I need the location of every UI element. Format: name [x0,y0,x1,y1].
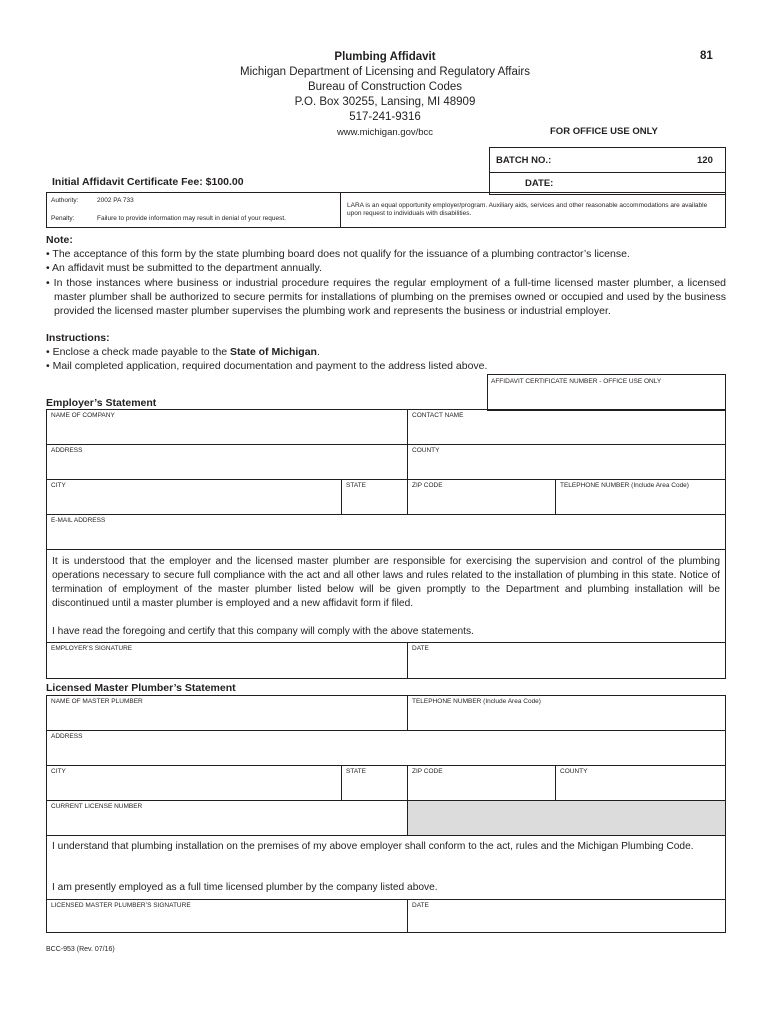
note-item: • The acceptance of this form by the state plumbing board does not qualify for the issuance of a plumbing contractor’s license. [46,248,630,260]
employer-date-input[interactable] [411,656,726,678]
note-heading: Note: [46,234,73,246]
fee-label: Initial Affidavit Certificate Fee: $100.00 [52,176,244,188]
employer-county-input[interactable] [411,458,726,478]
office-use-divider [489,172,726,173]
row-divider [46,444,726,445]
affidavit-cert-label: AFFIDAVIT CERTIFICATE NUMBER - OFFICE USE ONLY [491,378,662,385]
col-divider [407,642,408,679]
instruction-item: • Enclose a check made payable to the State of Michigan. [46,346,320,358]
col-divider [407,765,408,800]
license-number-input[interactable] [50,814,406,834]
employer-address-input[interactable] [50,458,406,478]
contact-name-label: CONTACT NAME [412,412,464,419]
plumber-address-input[interactable] [50,744,726,764]
penalty-label: Penalty: [51,215,75,222]
plumber-address-label: ADDRESS [51,733,83,740]
employer-city-input[interactable] [50,493,341,513]
plumber-city-input[interactable] [50,779,341,799]
form-title: Plumbing Affidavit [334,51,436,63]
employer-address-label: ADDRESS [51,447,83,454]
bureau-name: Bureau of Construction Codes [307,81,463,93]
col-divider [341,765,342,800]
employer-certify: I have read the foregoing and certify that this company will comply with the above statements. [52,626,474,637]
plumber-name-input[interactable] [50,709,406,729]
form-number: 81 [700,50,713,62]
lara-notice: LARA is an equal opportunity employer/program. Auxiliary aids, services and other reasonable accommodations are available upon request to individuals with disabilities. [347,202,708,217]
row-divider [46,514,726,515]
office-use-title: FOR OFFICE USE ONLY [550,126,658,137]
authority-divider [340,192,341,228]
form-revision: BCC-953 (Rev. 07/16) [46,946,115,953]
employer-state-input[interactable] [345,493,407,513]
plumber-employed: I am presently employed as a full time licensed plumber by the company listed above. [52,882,438,893]
plumber-signature-label: LICENSED MASTER PLUMBER’S SIGNATURE [51,902,191,909]
col-divider [407,695,408,730]
employer-city-label: CITY [51,482,66,489]
license-shaded-area [408,801,725,835]
date-label: DATE: [525,178,554,189]
plumber-heading: Licensed Master Plumber’s Statement [46,682,236,694]
plumber-date-input[interactable] [411,912,726,932]
plumber-county-input[interactable] [559,779,726,799]
employer-telephone-input[interactable] [559,493,726,513]
col-divider [341,479,342,514]
employer-email-input[interactable] [50,528,726,548]
company-name-input[interactable] [50,423,406,443]
plumber-zip-label: ZIP CODE [412,768,443,775]
row-divider [46,730,726,731]
employer-zip-input[interactable] [411,493,555,513]
instruction-item: • Mail completed application, required documentation and payment to the address listed above. [46,360,488,372]
employer-signature-label: EMPLOYER’S SIGNATURE [51,645,133,652]
employer-signature-input[interactable] [50,656,406,678]
employer-statement: It is understood that the employer and the licensed master plumber are responsible for exercising the supervision and control of the plumbing operations necessary to secure full compliance with the act and all other laws and rules related to the installation of plumbing in this state. Notice of termination of employment of the master plumber listed below will be given promptly to the Department and plumbing installation will be discontinued until a master plumber is employed and a new affidavit form if filed. [52,556,720,609]
plumber-county-label: COUNTY [560,768,588,775]
employer-date-label: DATE [412,645,429,652]
plumber-signature-input[interactable] [50,912,406,932]
plumber-city-label: CITY [51,768,66,775]
note-item: • In those instances where business or industrial procedure requires the regular employment of a full-time licensed master plumber, a licensed master plumber shall be authorized to secure permits for installations of plumbing on the premises owned or occupied and used by the business provided the licensed master plumber supervises the plumbing work and represents the business or industrial employer. [46,276,726,318]
row-divider [46,549,726,550]
employer-heading: Employer’s Statement [46,397,157,409]
employer-zip-label: ZIP CODE [412,482,443,489]
employer-telephone-label: TELEPHONE NUMBER (Include Area Code) [560,482,689,489]
license-number-label: CURRENT LICENSE NUMBER [51,803,143,810]
authority-value: 2002 PA 733 [97,197,134,204]
authority-label: Authority: [51,197,79,204]
plumber-name-label: NAME OF MASTER PLUMBER [51,698,143,705]
col-divider [555,765,556,800]
row-divider [46,835,726,836]
instructions-heading: Instructions: [46,332,110,344]
plumber-date-label: DATE [412,902,429,909]
plumber-statement: I understand that plumbing installation on the premises of my above employer shall conform to the act, rules and the Michigan Plumbing Code. [52,841,694,852]
col-divider [407,899,408,933]
plumber-zip-input[interactable] [411,779,555,799]
company-name-label: NAME OF COMPANY [51,412,115,419]
col-divider [407,409,408,514]
department-name: Michigan Department of Licensing and Regulatory Affairs [239,66,530,78]
mailing-address: P.O. Box 30255, Lansing, MI 48909 [294,96,476,108]
note-list [46,247,726,318]
batch-label: BATCH NO.: [496,155,552,166]
website-link[interactable]: www.michigan.gov/bcc [336,127,434,138]
row-divider [46,765,726,766]
employer-state-label: STATE [346,482,366,489]
col-divider [555,479,556,514]
plumber-state-label: STATE [346,768,366,775]
plumber-telephone-label: TELEPHONE NUMBER (Include Area Code) [412,698,541,705]
row-divider [46,479,726,480]
employer-email-label: E-MAIL ADDRESS [51,517,106,524]
penalty-value: Failure to provide information may result in denial of your request. [97,215,286,222]
plumber-telephone-input[interactable] [411,709,726,729]
note-item: • An affidavit must be submitted to the department annually. [46,262,322,275]
contact-name-input[interactable] [411,423,726,443]
phone-number: 517-241-9316 [349,111,421,123]
batch-value: 120 [697,155,713,166]
row-divider [46,642,726,643]
plumber-state-input[interactable] [345,779,407,799]
employer-county-label: COUNTY [412,447,440,454]
row-divider [46,899,726,900]
